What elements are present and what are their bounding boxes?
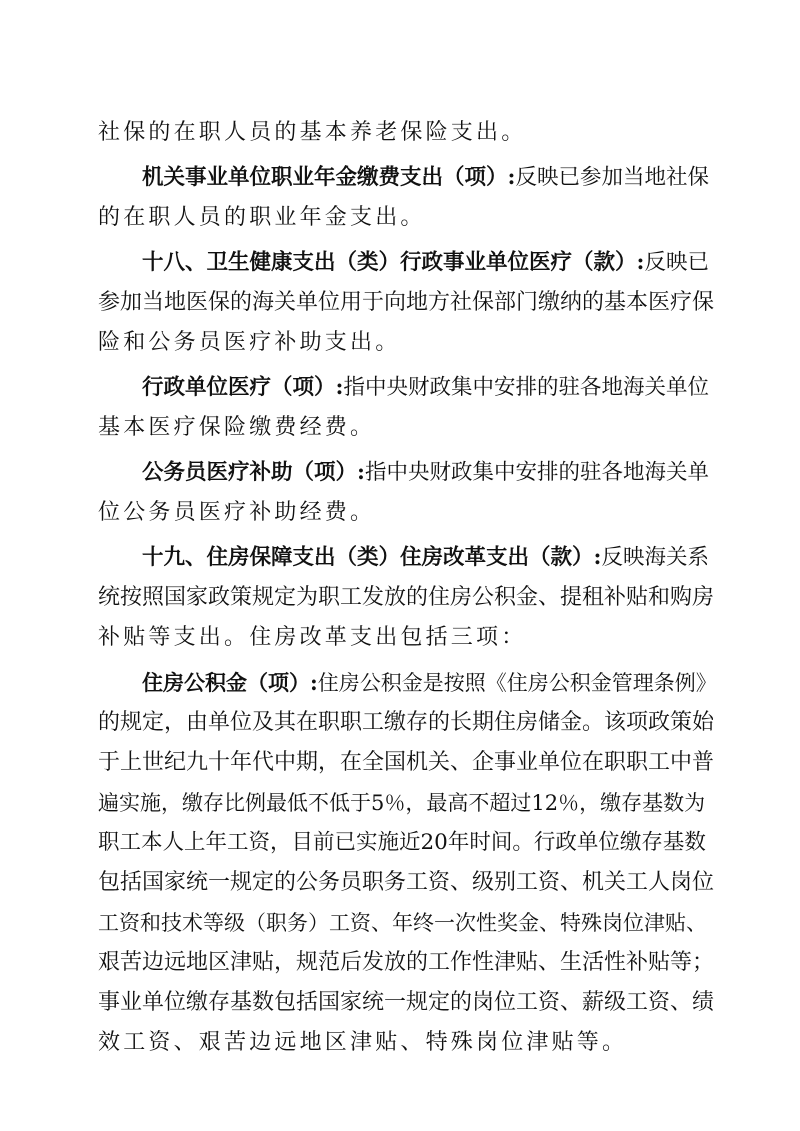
body-text: 包括国家统一规定的公务员职务工资、级别工资、机关工人岗位 [98, 870, 715, 895]
body-text: 位公务员医疗补助经费。 [98, 500, 376, 525]
text-line [98, 908, 718, 938]
body-text: 艰苦边远地区津贴，规范后发放的工作性津贴、生活性补贴等； [98, 950, 715, 975]
body-text: 住房公积金是按照《住房公积金管理条例》 [317, 671, 717, 695]
item-heading: 住房公积金（项）: [142, 670, 318, 695]
text-line [98, 988, 718, 1018]
body-text: 社保的在职人员的基本养老保险支出。 [98, 120, 527, 145]
body-text: 险和公务员医疗补助支出。 [98, 330, 401, 355]
item-heading: 公务员医疗补助（项）: [142, 460, 365, 485]
text-line [98, 948, 718, 978]
text-line [142, 248, 718, 278]
body-text: 反映已 [644, 250, 709, 275]
body-text: 反映已参加当地社保 [515, 165, 709, 190]
text-line [98, 748, 718, 778]
item-heading: 行政单位医疗（项）: [142, 375, 344, 400]
body-text: 统按照国家政策规定为职工发放的住房公积金、提租补贴和购房 [98, 585, 715, 610]
body-text: 反映海关系 [601, 545, 709, 570]
body-text: 职工本人上年工资，目前已实施近20年时间。行政单位缴存基数 [98, 830, 706, 855]
text-line [98, 788, 718, 818]
body-text: 于上世纪九十年代中期，在全国机关、企事业单位在职职工中普 [98, 750, 715, 775]
text-line [98, 868, 718, 898]
body-text: 的规定，由单位及其在职职工缴存的长期住房储金。该项政策始 [98, 710, 715, 735]
text-line [98, 288, 718, 318]
body-text: 效工资、艰苦边远地区津贴、特殊岗位津贴等。 [98, 1030, 628, 1055]
text-line [98, 413, 718, 443]
text-line [98, 328, 718, 358]
item-heading: 机关事业单位职业年金缴费支出（项）: [142, 165, 516, 190]
text-line [98, 1028, 718, 1058]
section-heading: 十九、住房保障支出（类）住房改革支出（款）: [142, 545, 602, 570]
text-line [98, 498, 718, 528]
text-line [142, 163, 718, 193]
body-text: 基本医疗保险缴费经费。 [98, 415, 376, 440]
text-line [98, 708, 718, 738]
body-text: 补贴等支出。住房改革支出包括三项： [98, 625, 527, 650]
body-text: 遍实施，缴存比例最低不低于5％，最高不超过12％，缴存基数为 [98, 791, 706, 815]
body-text: 事业单位缴存基数包括国家统一规定的岗位工资、薪级工资、绩 [98, 990, 715, 1015]
text-line [98, 623, 718, 653]
text-line [98, 118, 718, 148]
text-line [142, 668, 718, 698]
section-heading: 十八、卫生健康支出（类）行政事业单位医疗（款）: [142, 250, 645, 275]
body-text: 的在职人员的职业年金支出。 [98, 205, 426, 230]
body-text: 工资和技术等级（职务）工资、年终一次性奖金、特殊岗位津贴、 [98, 911, 707, 935]
text-line [142, 373, 718, 403]
text-line [142, 543, 718, 573]
text-line [142, 458, 718, 488]
text-line [98, 583, 718, 613]
text-line [98, 828, 718, 858]
body-text: 指中央财政集中安排的驻各地海关单 [364, 460, 709, 485]
body-text: 指中央财政集中安排的驻各地海关单位 [343, 375, 709, 400]
text-line [98, 203, 718, 233]
body-text: 参加当地医保的海关单位用于向地方社保部门缴纳的基本医疗保 [98, 290, 715, 315]
